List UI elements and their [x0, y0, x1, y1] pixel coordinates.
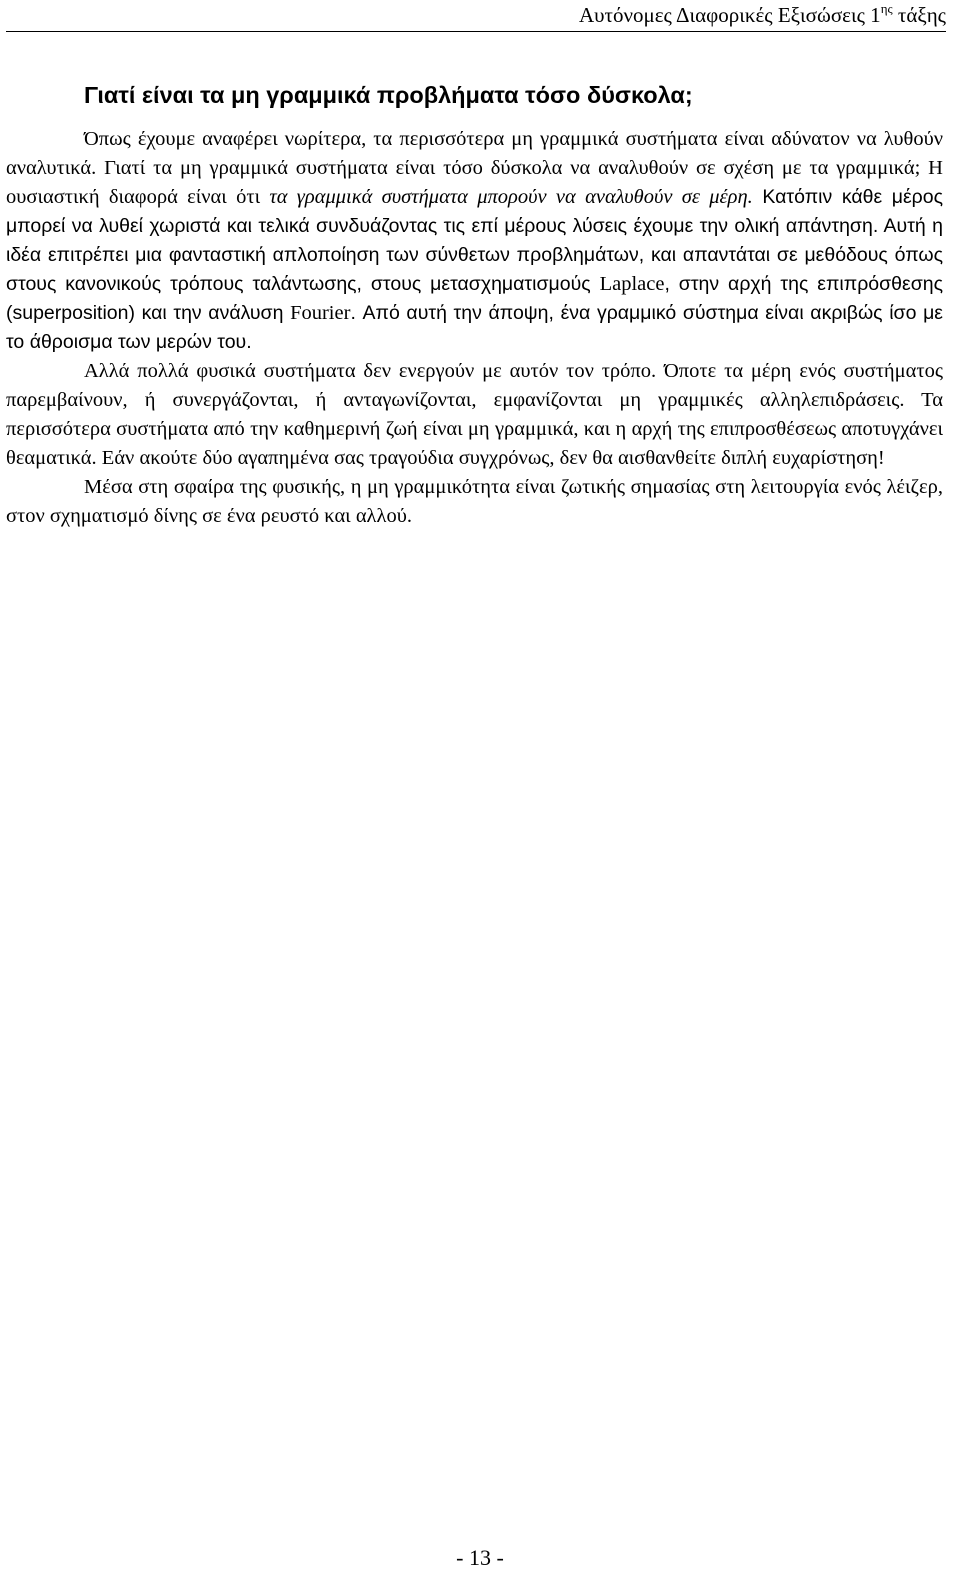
running-header: [579, 3, 946, 28]
page-number: - 13 -: [456, 1545, 504, 1570]
header-title: Αυτόνομες Διαφορικές Εξισώσεις 1: [578, 3, 881, 27]
header-superscript: ης: [880, 1, 893, 16]
p1-emphasis: τα γραμμικά συστήματα μπορούν να αναλυθούν σε μέρη.: [269, 186, 753, 208]
paragraph-2: Αλλά πολλά φυσικά συστήματα δεν ενεργούν με αυτόν τον τρόπο. Όποτε τα μέρη ενός συστήματος παρεμβαίνουν, ή συνεργάζονται, ή ανταγωνίζονται, εμφανίζονται μη γραμμικές αλληλεπιδράσεις. Τα περισσότερα συστήματα από την καθημερινή ζωή είναι μη γραμμικά, και η αρχή της επιπροσθέσεως αποτυγχάνει θεαματικά. Εάν ακούτε δύο αγαπημένα σας τραγούδια συγχρόνως, δεν θα αισθανθείτε διπλή ευχαρίστηση!: [6, 360, 943, 469]
paragraph-3: Μέσα στη σφαίρα της φυσικής, η μη γραμμικότητα είναι ζωτικής σημασίας στη λειτουργία ενός λέιζερ, στον σχηματισμό δίνης σε ένα ρευστό και αλλού.: [6, 476, 943, 527]
body-text: [6, 125, 943, 531]
p1-text-1: Όπως έχουμε αναφέρει νωρίτερα, τα περισσότερα μη γραμμικά συστήματα είναι αδύνατον να λυθούν αναλυτικά. Γιατί τα μη γραμμικά συστήματα είναι τόσο δύσκολα να αναλυθούν σε σχέση με τα γραμμικά; Η ουσιαστική διαφορά είναι ότι: [6, 128, 943, 208]
section-heading: Γιατί είναι τα μη γραμμικά προβλήματα τόσο δύσκολα;: [84, 82, 693, 108]
p1-text-3: , στην αρχή της επιπρόσθεσης (superposition) και την ανάλυση: [6, 273, 943, 324]
header-title-suffix: τάξης: [892, 3, 946, 27]
p1-text-2: Κατόπιν κάθε μέρος μπορεί να λυθεί χωριστά και τελικά συνδυάζοντας τις επί μέρους λύσεις έχουμε την ολική απάντηση. Αυτή η ιδέα επιτρέπει μια φανταστική απλοποίηση των σύνθετων προβλημάτων, και απαντάται σε μεθόδους όπως στους κανονικούς τρόπους ταλάντωσης, στους μετασχηματισμούς: [6, 186, 943, 295]
paragraph-1: [6, 125, 943, 357]
header-rule: [6, 31, 946, 32]
p1-term-laplace: Laplace: [599, 273, 665, 295]
p1-text-4: . Από αυτή την άποψη, ένα γραμμικό σύστημα είναι ακριβώς ίσο με το άθροισμα των μερών του.: [6, 302, 943, 353]
p1-term-fourier: Fourier: [290, 302, 351, 324]
